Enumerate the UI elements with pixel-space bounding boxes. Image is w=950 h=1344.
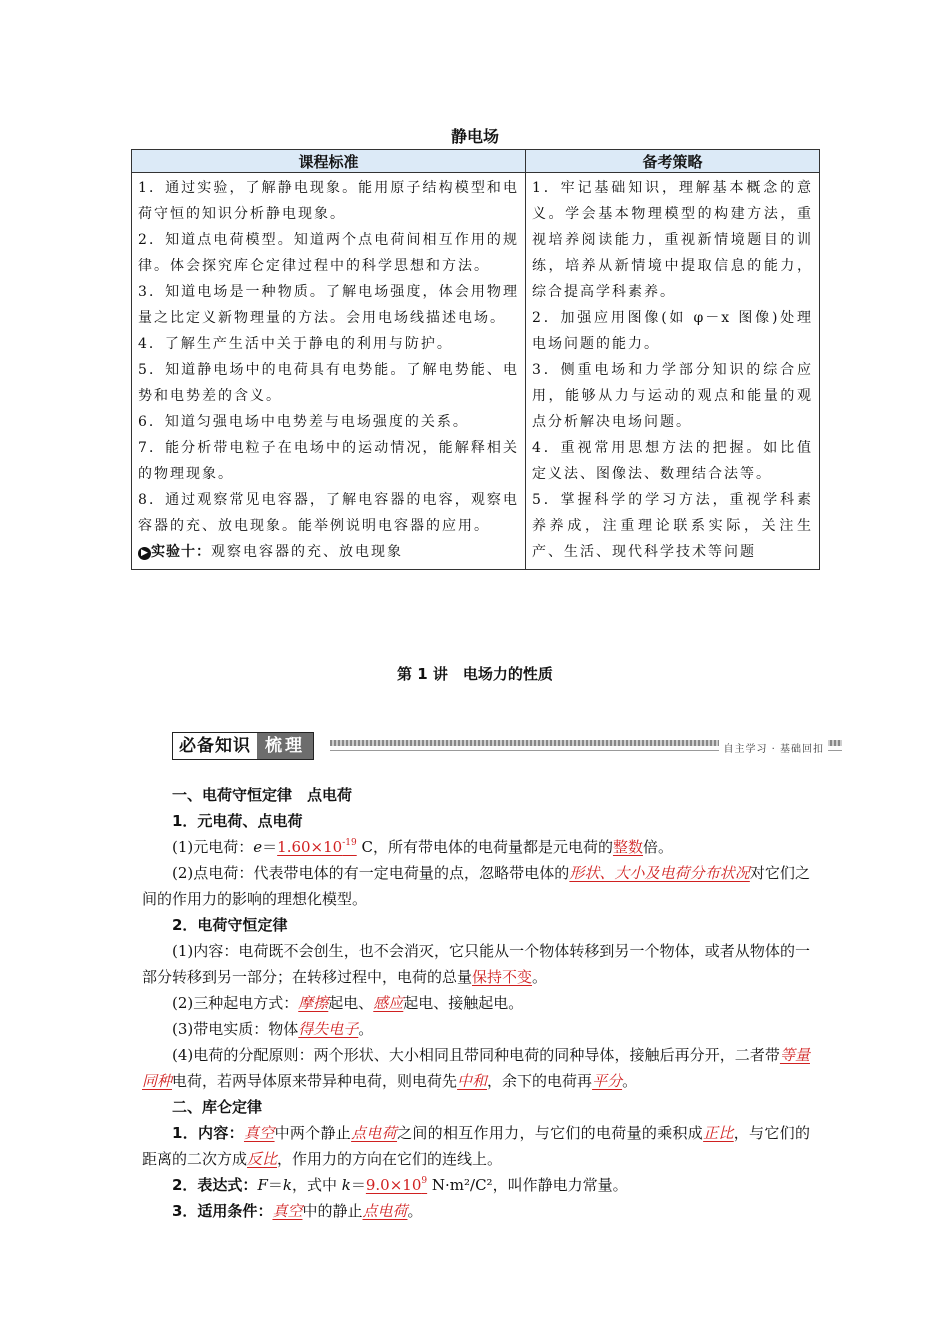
lecture-title: 第 1 讲 电场力的性质 bbox=[397, 665, 553, 683]
banner-tag bbox=[172, 732, 314, 760]
answer-blank: 整数 bbox=[612, 838, 643, 856]
answer-blank: 反比 bbox=[247, 1150, 278, 1168]
paragraph-coulomb-content: 1．内容：真空中两个静止点电荷之间的相互作用力，与它们的电荷量的乘积成正比，与它们的距离的二次方成反比，作用力的方向在它们的连线上。 bbox=[142, 1124, 810, 1168]
curriculum-table bbox=[131, 149, 820, 570]
answer-blank: 摩擦 bbox=[298, 994, 329, 1012]
experiment-arrow-icon: ▶ bbox=[138, 547, 151, 560]
answer-blank: $9.0\times 10^9$ bbox=[365, 1176, 428, 1194]
answer-blank: 点电荷 bbox=[351, 1124, 398, 1142]
strategy-item: 1．牢记基础知识，理解基本概念的意义。学会基本物理模型的构建方法，重视培养阅读能力，重视新情境题目的训练，培养从新情境中提取信息的能力，综合提高学科素养。 bbox=[532, 180, 813, 300]
paragraph-charging-methods: (2)三种起电方式：摩擦起电、感应起电、接触起电。 bbox=[172, 994, 524, 1012]
strategy-item: 3．侧重电场和力学部分知识的综合应用，能够从力与运动的观点和能量的观点分析解决电场问题。 bbox=[532, 362, 813, 430]
sub-heading: 1．元电荷、点电荷 bbox=[172, 812, 303, 830]
standard-item: 2．知道点电荷模型。知道两个点电荷间相互作用的规律。体会探究库仑定律过程中的科学思想和方法。 bbox=[138, 232, 519, 274]
section-heading: 一、电荷守恒定律 点电荷 bbox=[172, 786, 353, 804]
paragraph-coulomb-conditions: 3．适用条件：真空中的静止点电荷。 bbox=[172, 1202, 423, 1220]
column-header-strategy: 备考策略 bbox=[526, 150, 820, 173]
experiment-text: 观察电容器的充、放电现象 bbox=[211, 544, 403, 560]
section-banner bbox=[172, 732, 842, 760]
experiment-label: 实验十： bbox=[151, 544, 211, 560]
answer-blank: 真空 bbox=[243, 1124, 275, 1142]
answer-blank: $1.60\times 10^{-19}$ bbox=[277, 838, 357, 856]
answer-blank: 形状、大小及电荷分布状况 bbox=[569, 864, 750, 882]
answer-blank: 点电荷 bbox=[362, 1202, 408, 1220]
answer-blank: 中和 bbox=[457, 1072, 488, 1090]
paragraph-elementary-charge: (1)元电荷：$e=1.60\times 10^{-19}$ C，所有带电体的电荷量都是元电荷的整数倍。 bbox=[172, 838, 673, 856]
strategy-item: 5．掌握科学的学习方法，重视学科素养养成，注重理论联系实际，关注生产、生活、现代科学技术等问题 bbox=[532, 492, 813, 560]
standard-item: 1．通过实验，了解静电现象。能用原子结构模型和电荷守恒的知识分析静电现象。 bbox=[138, 180, 519, 222]
standard-item: 5．知道静电场中的电荷具有电势能。了解电势能、电势和电势差的含义。 bbox=[138, 362, 519, 404]
sub-heading: 2．电荷守恒定律 bbox=[172, 916, 288, 934]
experiment-item bbox=[138, 539, 519, 565]
banner-label: 必备知识 bbox=[179, 736, 251, 756]
standard-item: 3．知道电场是一种物质。了解电场强度，体会用物理量之比定义新物理量的方法。会用电场线描述电场。 bbox=[138, 284, 519, 326]
answer-blank: 真空 bbox=[272, 1202, 303, 1220]
standard-item: 7．能分析带电粒子在电场中的运动情况，能解释相关的物理现象。 bbox=[138, 440, 519, 482]
answer-blank: 感应 bbox=[373, 994, 404, 1012]
column-header-standard: 课程标准 bbox=[132, 150, 526, 173]
knowledge-content bbox=[142, 782, 810, 1224]
answer-blank: 保持不变 bbox=[472, 968, 533, 986]
strategy-item: 4．重视常用思想方法的把握。如比值定义法、图像法、数理结合法等。 bbox=[532, 440, 813, 482]
paragraph-conservation: (1)内容：电荷既不会创生，也不会消灭，它只能从一个物体转移到另一个物体，或者从物体的一部分转移到另一部分；在转移过程中，电荷的总量保持不变。 bbox=[142, 942, 810, 986]
page-title: 静电场 bbox=[450, 127, 499, 146]
paragraph-coulomb-formula: 2．表达式：F＝k，式中 $k=9.0\times 10^9$ N·m²/C²，叫作静电力常量。 bbox=[172, 1176, 628, 1194]
answer-blank: 平分 bbox=[592, 1072, 623, 1090]
strategy-item: 2．加强应用图像(如 φ－x 图像)处理电场问题的能力。 bbox=[532, 310, 813, 352]
paragraph-point-charge: (2)点电荷：代表带电体的有一定电荷量的点，忽略带电体的形状、大小及电荷分布状况对它们之间的作用力的影响的理想化模型。 bbox=[142, 864, 810, 908]
standards-cell bbox=[132, 173, 526, 570]
section-heading: 二、库仑定律 bbox=[172, 1098, 263, 1116]
answer-blank: 得失电子 bbox=[298, 1020, 359, 1038]
paragraph-distribution: (4)电荷的分配原则：两个形状、大小相同且带同种电荷的同种导体，接触后再分开，二者带等量同种电荷，若两导体原来带异种电荷，则电荷先中和，余下的电荷再平分。 bbox=[142, 1046, 810, 1090]
banner-subtitle: 自主学习 · 基础回扣 bbox=[719, 740, 828, 755]
paragraph-charging-essence: (3)带电实质：物体得失电子。 bbox=[172, 1020, 374, 1038]
banner-label-strong: 梳理 bbox=[257, 733, 313, 759]
standard-item: 4．了解生产生活中关于静电的利用与防护。 bbox=[138, 336, 453, 352]
answer-blank: 等量同种 bbox=[142, 1046, 810, 1090]
standard-item: 8．通过观察常见电容器，了解电容器的电容，观察电容器的充、放电现象。能举例说明电容器的应用。 bbox=[138, 492, 519, 534]
standard-item: 6．知道匀强电场中电势差与电场强度的关系。 bbox=[138, 414, 469, 430]
answer-blank: 正比 bbox=[703, 1124, 734, 1142]
strategies-cell bbox=[526, 173, 820, 570]
